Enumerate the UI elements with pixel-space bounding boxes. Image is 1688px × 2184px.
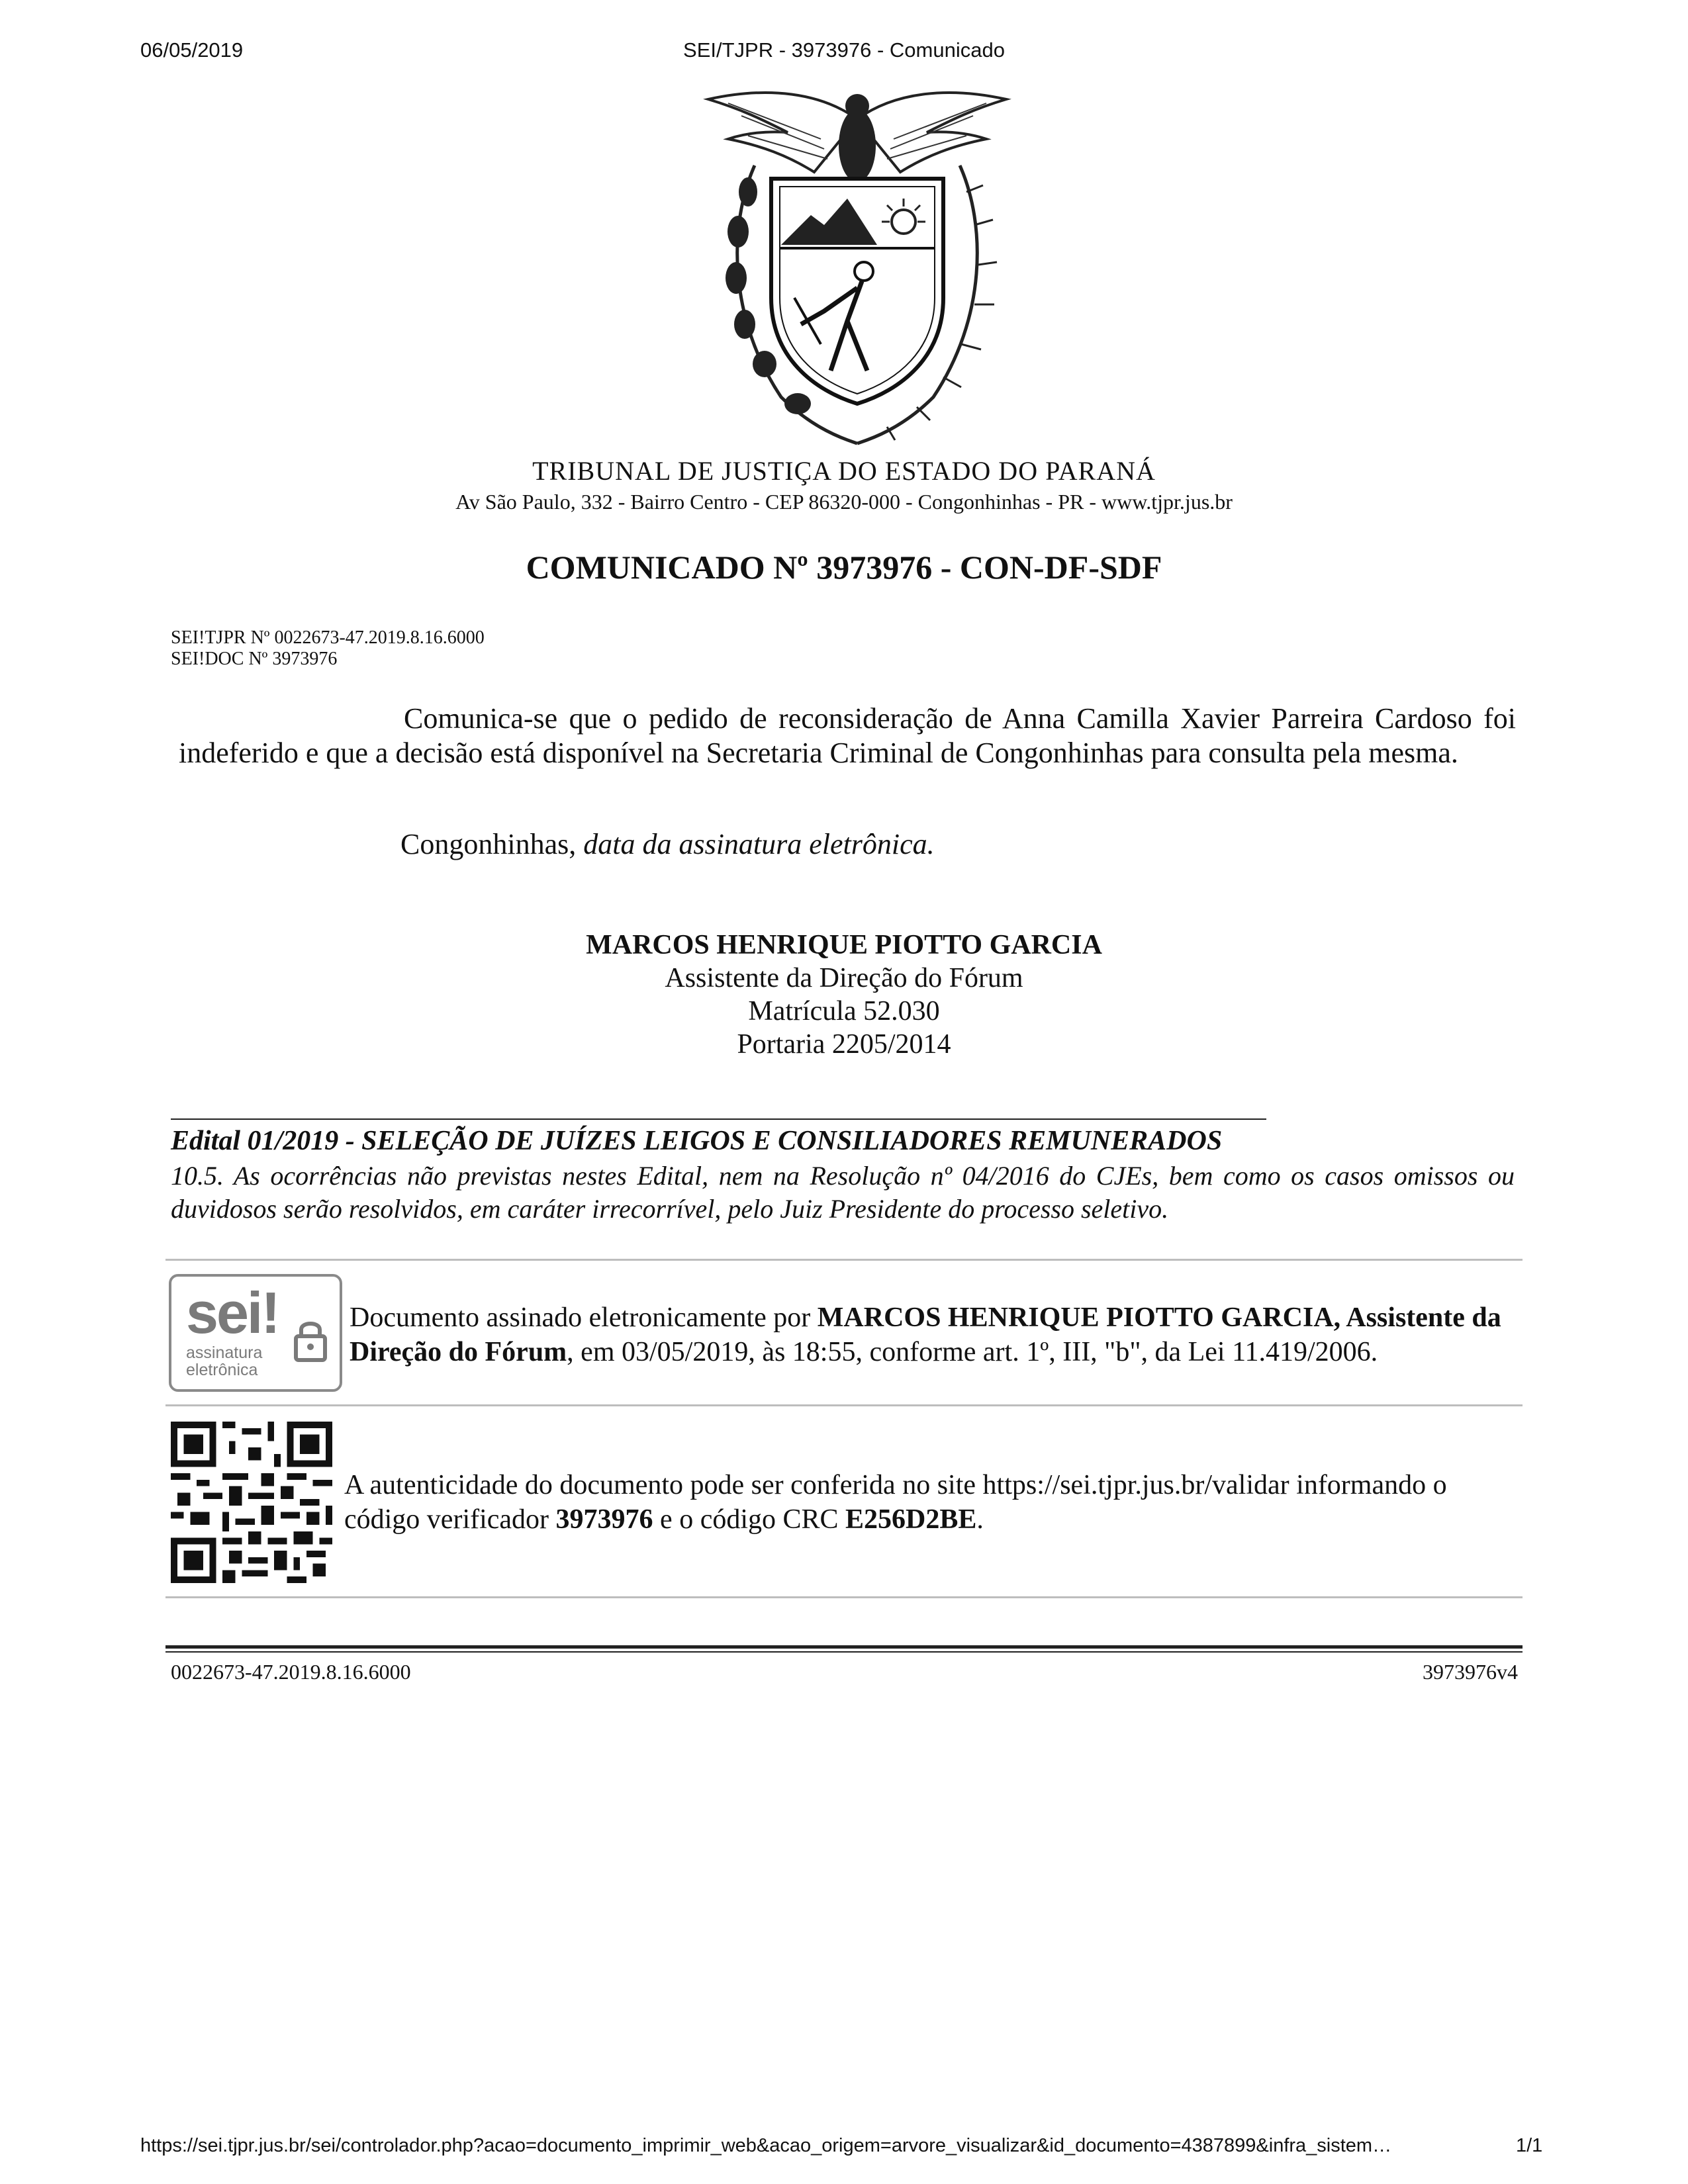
body-paragraph: Comunica-se que o pedido de reconsideração de Anna Camilla Xavier Parreira Cardoso foi indeferido e que a decisão está disponível na Secretaria Criminal de Congonhinhas para consulta pela mesma. [179, 702, 1516, 769]
edital-title: Edital 01/2019 - SELEÇÃO DE JUÍZES LEIGOS E CONSILIADORES REMUNERADOS [171, 1126, 1223, 1156]
signatory-ordinance: Portaria 2205/2014 [737, 1029, 951, 1060]
print-url: https://sei.tjpr.jus.br/sei/controlador.php?acao=documento_imprimir_web&acao_origem=arvore_visualizar&id_documento=4387899&infra_sistem… [140, 2135, 1392, 2156]
qr-code-icon [171, 1422, 332, 1583]
verifier-code: 3973976 [555, 1504, 653, 1535]
footer-doc-version: 3973976v4 [1423, 1660, 1518, 1684]
authenticity-prefix: A autenticidade do documento pode ser conferida no site https://sei.tjpr.jus.br/validar informando o código verificador [344, 1470, 1447, 1535]
crc-code: E256D2BE [845, 1504, 977, 1535]
divider [165, 1259, 1523, 1261]
divider [165, 1596, 1523, 1598]
edital-divider [171, 1118, 1266, 1120]
authenticity-middle: e o código CRC [660, 1504, 839, 1535]
edital-text: 10.5. As ocorrências não previstas nestes Edital, nem na Resolução nº 04/2016 do CJEs, bem como os casos omissos ou duvidosos serão resolvidos, em caráter irrecorrível, pelo Juiz Presidente do processo seletivo. [171, 1161, 1515, 1224]
date-note: data da assinatura eletrônica. [583, 828, 935, 860]
signature-prefix: Documento assinado eletronicamente por [350, 1302, 811, 1333]
signatory-role: Assistente da Direção do Fórum [665, 963, 1023, 993]
print-page-title: SEI/TJPR - 3973976 - Comunicado [683, 38, 1005, 62]
footer-rule [165, 1651, 1523, 1653]
court-name: TRIBUNAL DE JUSTIÇA DO ESTADO DO PARANÁ [532, 456, 1156, 486]
signatory-name: MARCOS HENRIQUE PIOTTO GARCIA [586, 930, 1102, 960]
signatory-registration: Matrícula 52.030 [748, 996, 940, 1026]
document-reference: SEI!DOC Nº 3973976 [171, 649, 338, 669]
place: Congonhinhas, [400, 828, 577, 860]
seal-caption-line-2: eletrônica [186, 1361, 258, 1379]
authenticity-statement [344, 1468, 1509, 1537]
place-date [400, 827, 935, 861]
signature-statement [350, 1300, 1501, 1369]
divider [165, 1404, 1523, 1406]
authenticity-suffix: . [976, 1504, 984, 1535]
parana-coat-of-arms-icon [688, 79, 1026, 450]
print-page-number: 1/1 [1516, 2135, 1543, 2156]
footer-rule [165, 1645, 1523, 1649]
process-reference: SEI!TJPR Nº 0022673-47.2019.8.16.6000 [171, 627, 485, 648]
document-title: COMUNICADO Nº 3973976 - CON-DF-SDF [526, 549, 1162, 586]
sei-signature-seal-icon [169, 1274, 342, 1392]
court-address: Av São Paulo, 332 - Bairro Centro - CEP 86320-000 - Congonhinhas - PR - www.tjpr.jus.br [455, 490, 1233, 514]
footer-process-number: 0022673-47.2019.8.16.6000 [171, 1660, 411, 1684]
signature-signer: MARCOS HENRIQUE PIOTTO GARCIA, Assistente da Direção do Fórum [350, 1302, 1501, 1367]
seal-logo: sei! [186, 1280, 279, 1345]
print-date: 06/05/2019 [140, 38, 244, 62]
signature-suffix: , em 03/05/2019, às 18:55, conforme art. 1º, III, "b", da Lei 11.419/2006. [567, 1337, 1378, 1367]
seal-caption-line-1: assinatura [186, 1343, 263, 1362]
lock-icon [291, 1316, 330, 1363]
seal-caption [186, 1344, 262, 1379]
